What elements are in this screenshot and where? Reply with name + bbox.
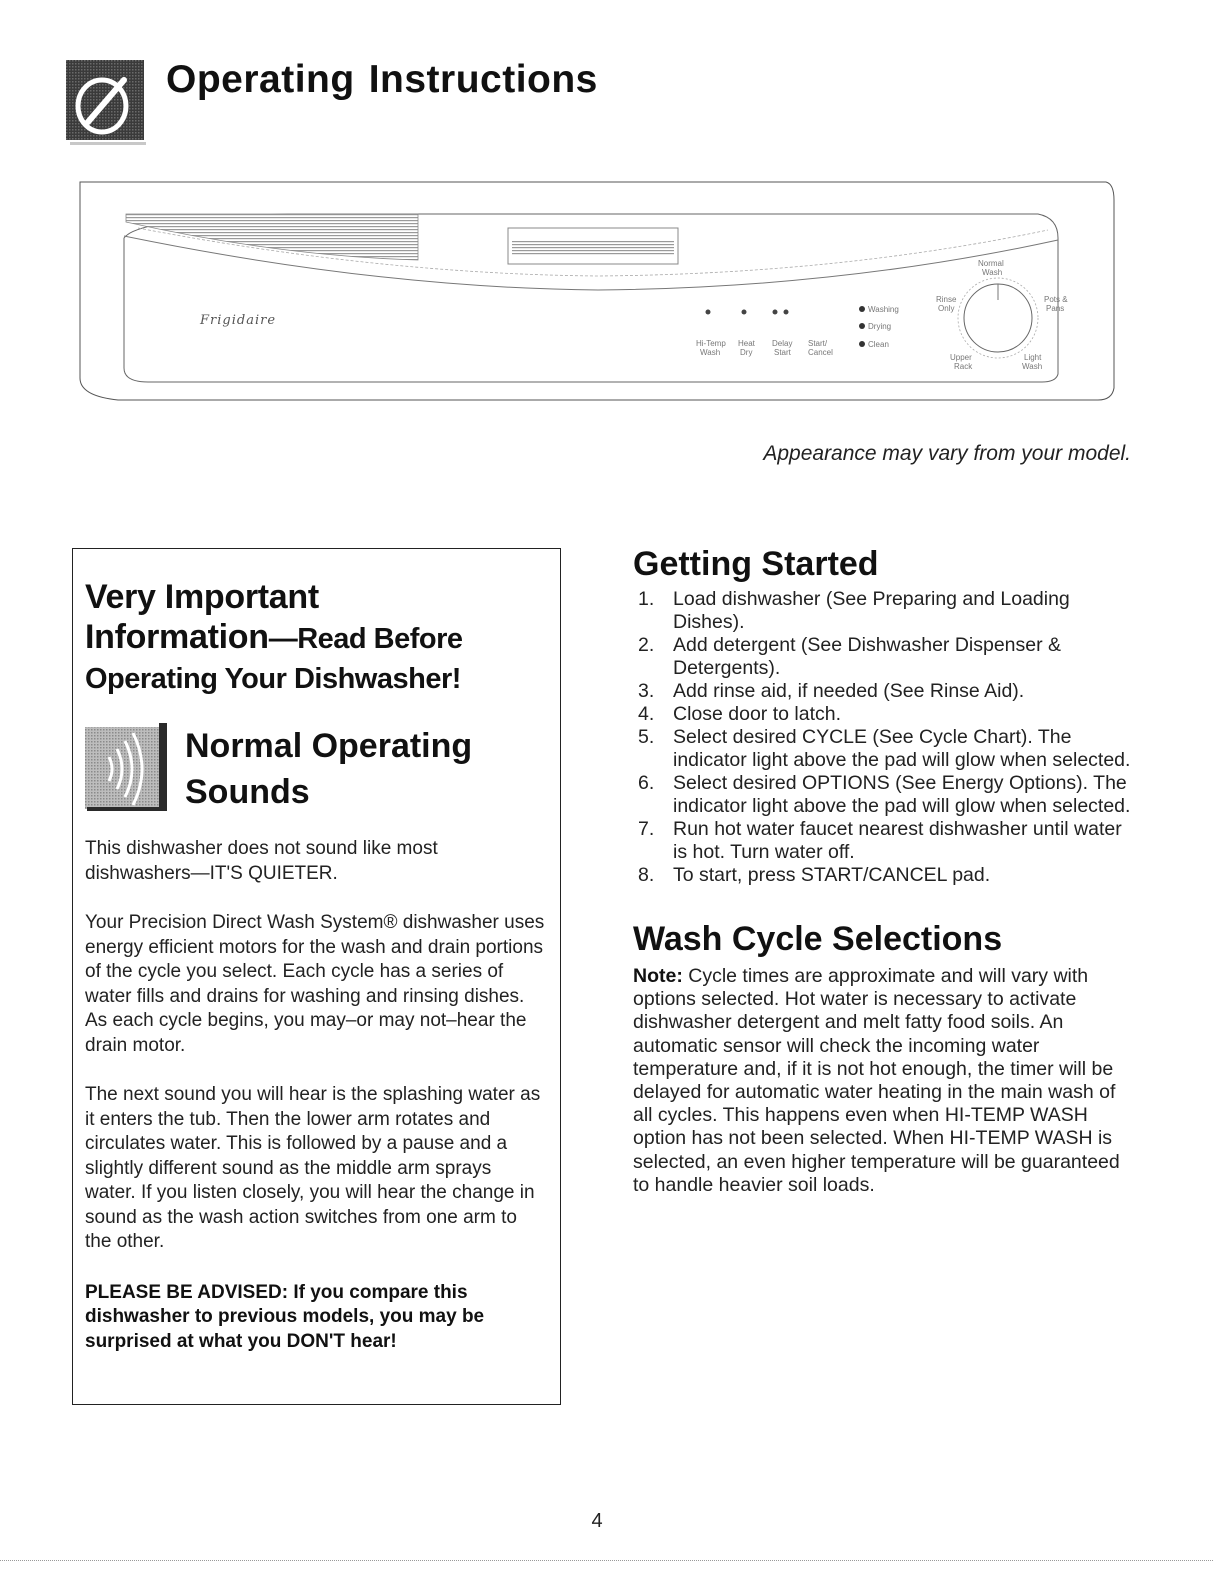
important-heading-line2 xyxy=(85,617,547,659)
normal-operating-sounds-header xyxy=(85,723,547,815)
list-item xyxy=(633,726,1133,772)
step-number: 4. xyxy=(638,703,655,725)
start-cancel-label-line2: Cancel xyxy=(808,348,833,357)
dial-upper-rack-label-line1: Upper xyxy=(950,353,972,362)
wash-cycle-note xyxy=(633,965,1133,1197)
normal-operating-sounds-heading xyxy=(185,723,472,815)
list-item xyxy=(633,634,1133,680)
step-number: 1. xyxy=(638,588,655,610)
important-heading-information: Information xyxy=(85,618,269,656)
brand-logo-script: Frigidaire xyxy=(200,313,277,328)
start-cancel-label-line1: Start/ xyxy=(808,339,828,348)
sounds-paragraph-splashing: The next sound you will hear is the splashing water as it enters the tub. Then the lower arm rotates and circulates water. This is followed by a pause and a slightly different sound as the middle arm sprays water. If you listen closely, you will hear the change in sound as the wash action switches from one arm to the other. xyxy=(85,1084,541,1252)
step-number: 6. xyxy=(638,772,655,794)
heat-dry-label-line2: Dry xyxy=(740,348,753,357)
bottom-divider xyxy=(0,1560,1213,1561)
note-label: Note: xyxy=(633,965,683,987)
wash-cycle-selections-heading: Wash Cycle Selections xyxy=(633,920,1003,958)
dial-normal-label-line1: Normal xyxy=(978,259,1004,268)
important-heading-read-before: —Read Before xyxy=(268,623,463,655)
page-title-word-instructions: Instructions xyxy=(368,58,598,101)
dial-normal-label-line2: Wash xyxy=(982,268,1003,277)
important-information-box xyxy=(72,548,561,1405)
heat-dry-label-line1: Heat xyxy=(738,339,755,348)
list-item xyxy=(633,772,1133,818)
step-number: 5. xyxy=(638,726,655,748)
dial-pots-label-line1: Pots & xyxy=(1044,295,1068,304)
list-item xyxy=(633,703,1133,726)
note-text: Cycle times are approximate and will vary with options selected. Hot water is necessary to activate dishwasher detergent and melt fatty food soils. An automatic sensor will check the incoming water temperature and, if it is not hot enough, the timer will be delayed for automatic water heating in the main wash of all cycles. This happens even when HI-TEMP WASH option has not been selected. When HI-TEMP WASH is selected, an even higher temperature will be guaranteed to handle heavier soil loads. xyxy=(633,965,1120,1196)
sound-waves-icon xyxy=(85,723,171,815)
dishwasher-plate-icon xyxy=(66,60,148,146)
dial-light-wash-label-line1: Light xyxy=(1024,353,1042,362)
list-item xyxy=(633,864,1133,887)
please-be-advised-text: PLEASE BE ADVISED: If you compare this dishwasher to previous models, you may be surprised at what you DON'T hear! xyxy=(85,1281,485,1352)
delay-start-label-line1: Delay xyxy=(772,339,793,348)
step-text: Load dishwasher (See Preparing and Loading Dishes). xyxy=(673,588,1070,633)
dial-pots-label-line2: Pans xyxy=(1046,304,1065,313)
step-text: Add rinse aid, if needed (See Rinse Aid). xyxy=(673,680,1025,702)
list-item xyxy=(633,588,1133,634)
step-number: 3. xyxy=(638,680,655,702)
step-text: To start, press START/CANCEL pad. xyxy=(673,864,991,886)
page-number: 4 xyxy=(591,1510,603,1532)
important-heading-line3: Operating Your Dishwasher! xyxy=(85,663,461,695)
step-text: Select desired CYCLE (See Cycle Chart). The indicator light above the pad will glow when selected. xyxy=(673,726,1131,771)
drying-light-label: Drying xyxy=(868,322,892,331)
dial-rinse-label-line1: Rinse xyxy=(936,295,957,304)
page-title-word-operating: Operating xyxy=(166,58,355,101)
step-number: 2. xyxy=(638,634,655,656)
dial-light-wash-label-line2: Wash xyxy=(1022,362,1043,371)
delay-start-label-line2: Start xyxy=(774,348,791,357)
control-panel-illustration xyxy=(78,178,1118,410)
step-number: 8. xyxy=(638,864,655,886)
sounds-paragraph-quieter: This dishwasher does not sound like most dishwashers—IT'S QUIETER. xyxy=(85,838,438,884)
list-item xyxy=(633,680,1133,703)
important-heading xyxy=(85,577,547,699)
step-text: Close door to latch. xyxy=(673,703,842,725)
clean-light-label: Clean xyxy=(868,340,889,349)
dial-rinse-label-line2: Only xyxy=(938,304,955,313)
getting-started-steps xyxy=(633,588,1133,887)
step-number: 7. xyxy=(638,818,655,840)
step-text: Add detergent (See Dishwasher Dispenser & Detergents). xyxy=(673,634,1062,679)
hi-temp-wash-label-line2: Wash xyxy=(700,348,721,357)
sounds-paragraph-wash-system: Your Precision Direct Wash System® dishwasher uses energy efficient motors for the wash and drain portions of the cycle you select. Each cycle has a series of water fills and drains for washing and rinsing dishes. As each cycle begins, you may–or may not–hear the drain motor. xyxy=(85,912,545,1056)
important-heading-line1: Very Important xyxy=(85,578,319,616)
appearance-note: Appearance may vary from your model. xyxy=(763,442,1131,465)
list-item xyxy=(633,818,1133,864)
washing-light-label: Washing xyxy=(868,305,899,314)
page-title xyxy=(166,58,598,102)
step-text: Select desired OPTIONS (See Energy Options). The indicator light above the pad will glow when selected. xyxy=(673,772,1131,817)
sounds-heading-line1: Normal Operating xyxy=(185,727,473,765)
step-text: Run hot water faucet nearest dishwasher until water is hot. Turn water off. xyxy=(673,818,1122,863)
sounds-heading-line2: Sounds xyxy=(185,773,310,811)
dial-upper-rack-label-line2: Rack xyxy=(954,362,973,371)
right-column xyxy=(633,542,1133,1217)
hi-temp-wash-label-line1: Hi-Temp xyxy=(696,339,726,348)
getting-started-heading: Getting Started xyxy=(633,545,879,583)
